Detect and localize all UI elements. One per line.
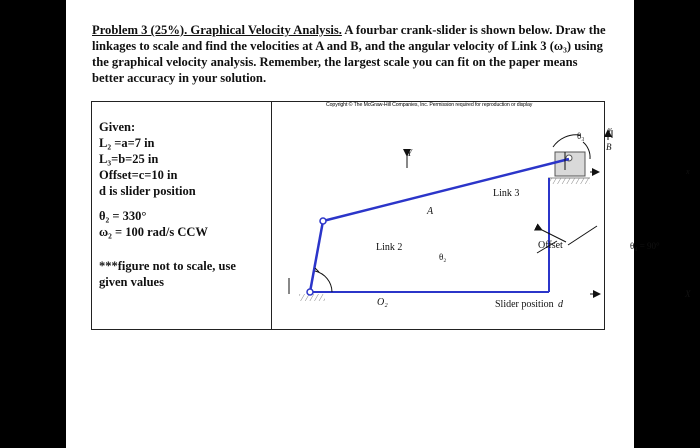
- joint-a: [320, 218, 326, 224]
- problem-statement: [92, 22, 612, 86]
- given-l3: L₃=b=25 in: [99, 152, 159, 166]
- x-axis-label: X: [685, 289, 691, 299]
- given-panel: [92, 102, 272, 329]
- figure-box: [91, 101, 691, 330]
- given-l2: L₂ =a=7 in: [99, 136, 155, 150]
- theta3-symbol: θ₃: [577, 131, 585, 141]
- copyright-notice: Copyright © The McGraw-Hill Companies, Inc. Permission required for reproduction or display: [326, 102, 533, 108]
- link2-label: Link 2: [376, 242, 403, 253]
- ground-hatch-slider: [548, 178, 590, 184]
- y-axis-label: Y: [407, 148, 413, 158]
- given-note: ***figure not to scale, use given values: [99, 259, 236, 289]
- given-offset: Offset=c=10 in: [99, 168, 178, 182]
- link3-label: Link 3: [493, 188, 520, 199]
- link-2: [310, 221, 323, 292]
- point-b-label: B: [606, 142, 612, 152]
- page: [66, 0, 691, 448]
- theta2-symbol: θ₂: [439, 252, 447, 262]
- given-theta2: θ₂ = 330°: [99, 209, 147, 223]
- origin-label: O₂: [377, 297, 388, 308]
- point-a-label: A: [427, 206, 434, 217]
- crank-slider-diagram: [272, 102, 691, 329]
- problem-title: Problem 3 (25%). Graphical Velocity Analysis.: [92, 23, 342, 37]
- slider-var-label: d: [558, 299, 563, 310]
- slider-position-label: Slider position: [495, 299, 554, 310]
- given-omega2: ω₂ = 100 rad/s CCW: [99, 225, 208, 239]
- theta4-label: θ₄ = 90°: [630, 241, 660, 251]
- link-3: [323, 159, 569, 221]
- local-x-label: x: [686, 167, 690, 176]
- problem-body: A fourbar crank-slider is shown below. Draw the linkages to scale and find the velocities at A and B, and the angular velocity of Link 3 (ω₃) using the graphical velocity analysis. Remember, the largest scale you can fit on the paper means better accuracy in your solution.: [92, 23, 606, 85]
- local-y-label: y: [608, 125, 612, 134]
- offset-leader: [568, 226, 597, 245]
- given-d-note: d is slider position: [99, 184, 196, 198]
- offset-label: Offset: [538, 240, 563, 251]
- joint-o2: [307, 289, 313, 295]
- given-heading: Given:: [99, 120, 136, 134]
- theta3-arc: [553, 135, 580, 147]
- theta2-arc: [315, 271, 332, 292]
